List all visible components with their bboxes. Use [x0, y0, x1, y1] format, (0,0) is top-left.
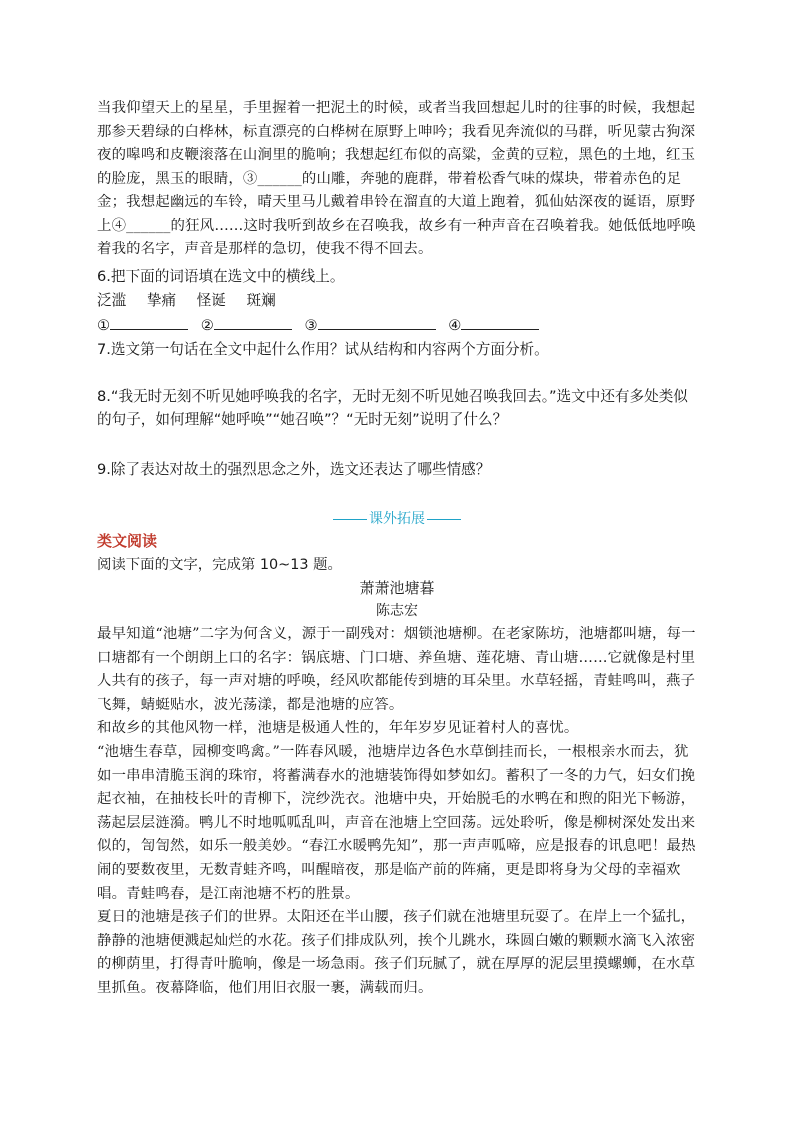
divider-right	[427, 519, 461, 520]
blank-label-4: ④	[448, 317, 462, 334]
blank-label-3: ③	[304, 317, 318, 334]
answer-blank-2[interactable]	[214, 315, 292, 330]
word-4: 斑斓	[246, 292, 276, 309]
answer-blank-1[interactable]	[110, 315, 188, 330]
passage-text: 当我仰望天上的星星，手里握着一把泥土的时候，或者当我回想起儿时的往事的时候，我想起那参天碧绿的白桦林，标直漂亮的白桦树在原野上呻吟；我看见奔流似的马群，听见蒙古狗深夜的嗥鸣和皮鞭滚落在山涧里的脆响；我想起红布似的高粱，金黄的豆粒，黑色的土地，红玉的脸庞，黑玉的眼睛，③______的山雕，奔驰的鹿群，带着松香气味的煤块，带着赤色的足金；我想起幽远的车铃，晴天里马儿戴着串铃在溜直的大道上跑着，狐仙姑深夜的诞语，原野上④______的狂风……这时我听到故乡在召唤我，故乡有一种声音在召唤着我。她低低地呼唤着我的名字，声音是那样的急切，使我不得不回去。	[97, 100, 696, 257]
divider-left	[333, 519, 367, 520]
answer-blanks	[97, 315, 547, 334]
article-body	[97, 623, 697, 1001]
article-paragraph: 和故乡的其他风物一样，池塘是极通人性的，年年岁岁见证着村人的喜忧。	[97, 720, 579, 737]
category-label: 类文阅读	[97, 532, 158, 550]
article-paragraph: “池塘生春草，园柳变鸣禽。”一阵春风暖，池塘岸边各色水草倒挂而长，一根根亲水而去，犹如一串串清脆玉润的珠帘，将蓄满春水的池塘装饰得如梦如幻。蓄积了一冬的力气，妇女们挽起衣袖，在抽枝长叶的青柳下，浣纱洗衣。池塘中央，开始脱毛的水鸭在和煦的阳光下畅游，荡起层层涟漪。鸭儿不时地呱呱乱叫，声音在池塘上空回荡。远处聆听，像是柳树深处发出来似的，訇訇然，如乐一般美妙。“春江水暖鸭先知”，那一声声呱啼，应是报春的讯息吧！最热闹的要数夜里，无数青蛙齐鸣，叫醒暗夜，那是临产前的阵痛，更是即将身为父母的幸福欢唱。青蛙鸣春，是江南池塘不朽的胜景。	[97, 743, 696, 902]
word-2: 挚痛	[146, 292, 177, 309]
blank-label-2: ②	[200, 317, 214, 334]
reading-instruction: 阅读下面的文字，完成第 10~13 题。	[97, 557, 342, 573]
answer-blank-4[interactable]	[461, 315, 539, 330]
word-3: 怪诞	[196, 292, 226, 309]
article-paragraph: 最早知道“池塘”二字为何含义，源于一副残对：烟锁池塘柳。在老家陈坊，池塘都叫塘，每一口塘都有一个朗朗上口的名字：锅底塘、门口塘、养鱼塘、莲花塘、青山塘……它就像是村里人共有的孩子，每一声对塘的呼唤，经风吹都能传到塘的耳朵里。水草轻摇，青蛙鸣叫，燕子飞舞，蜻蜓贴水，波光荡漾，都是池塘的应答。	[97, 626, 696, 713]
question-9: 9.除了表达对故土的强烈思念之外，选文还表达了哪些情感？	[97, 461, 491, 478]
section-heading	[0, 508, 794, 528]
question-7: 7.选文第一句话在全文中起什么作用？试从结构和内容两个方面分析。	[97, 341, 549, 358]
question-8: 8.“我无时无刻不听见她呼唤我的名字，无时无刻不听见她召唤我回去。”选文中还有多处类似的句子，如何理解“她呼唤”“她召唤”？“无时无刻”说明了什么？	[97, 388, 688, 428]
article-title: 萧萧池塘暮	[359, 579, 435, 597]
word-bank	[97, 289, 292, 310]
article-paragraph: 夏日的池塘是孩子们的世界。太阳还在半山腰，孩子们就在池塘里玩耍了。在岸上一个猛扎，静静的池塘便溅起灿烂的水花。孩子们排成队列，挨个儿跳水，珠圆白嫩的颗颗水滴飞入浓密的柳荫里，打得青叶脆响，像是一场急雨。孩子们玩腻了，就在厚厚的泥层里摸螺蛳，在水草里抓鱼。夜幕降临，他们用旧衣服一裹，满载而归。	[97, 909, 696, 996]
section-title-text: 课外拓展	[369, 511, 425, 527]
article-author: 陈志宏	[376, 603, 418, 619]
word-1: 泛滥	[97, 292, 127, 309]
answer-blank-3[interactable]	[318, 315, 436, 330]
question-6: 6.把下面的词语填在选文中的横线上。	[97, 268, 345, 285]
blank-label-1: ①	[97, 317, 111, 334]
